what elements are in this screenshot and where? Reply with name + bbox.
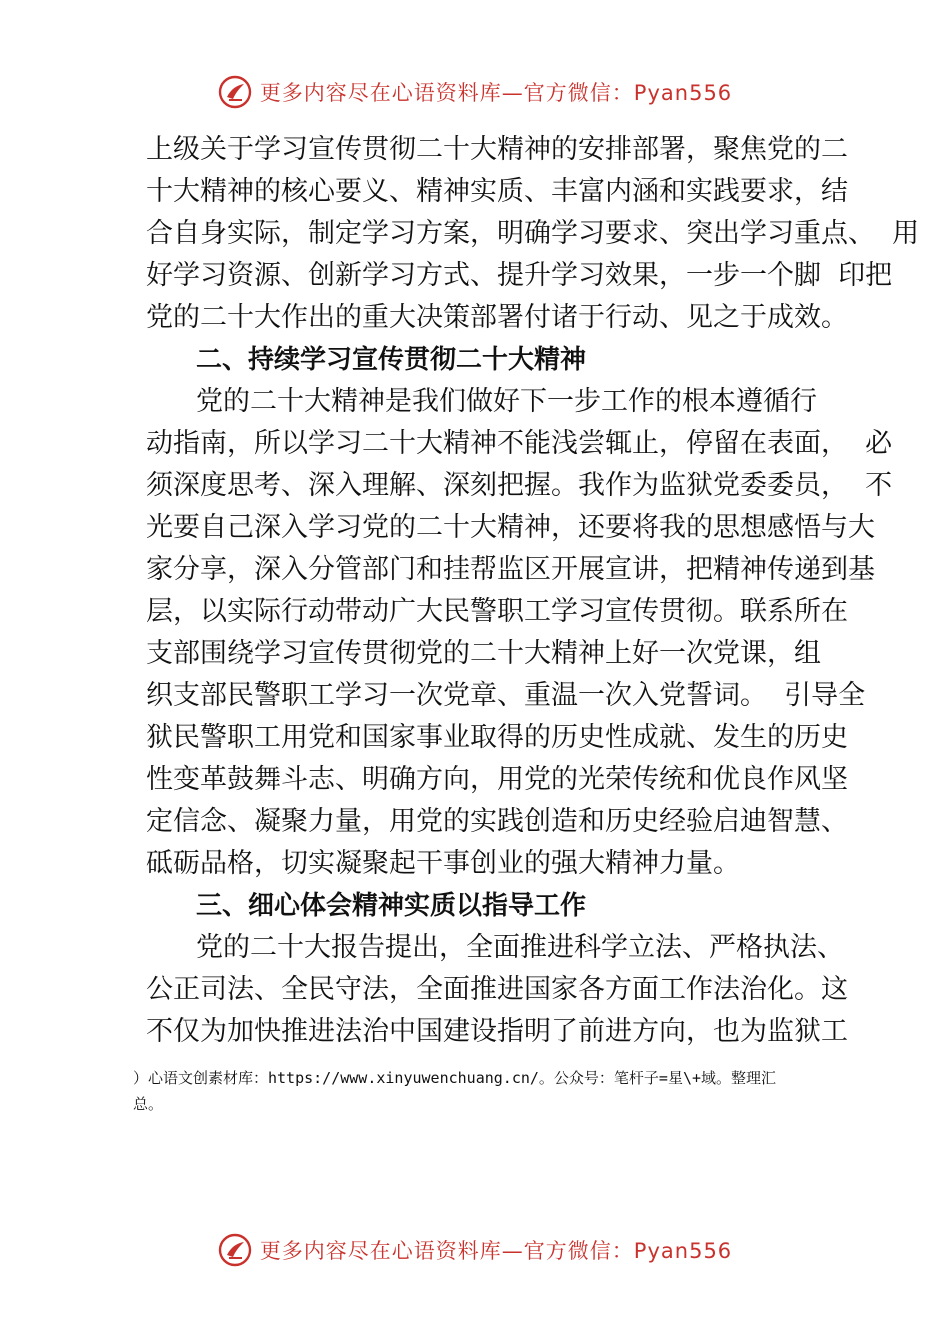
body-line: 层，以实际行动带动广大民警职工学习宣传贯彻。联系所在 bbox=[146, 596, 848, 627]
body-line: 家分享，深入分管部门和挂帮监区开展宣讲，把精神传递到基 bbox=[146, 554, 875, 585]
book-seal-logo-icon bbox=[218, 75, 252, 109]
body-line: 公正司法、全民守法，全面推进国家各方面工作法治化。这 bbox=[146, 974, 848, 1005]
body-line: 织支部民警职工学习一次党章、重温一次入党誓词。 引导全 bbox=[146, 680, 866, 711]
body-line: 党的二十大作出的重大决策部署付诸于行动、见之于成效。 bbox=[146, 302, 848, 333]
section-heading-2: 二、持续学习宣传贯彻二十大精神 bbox=[196, 345, 587, 375]
body-line: 砥砺品格，切实凝聚起干事创业的强大精神力量。 bbox=[146, 848, 740, 879]
footer-banner-text: 更多内容尽在心语资料库—官方微信：Pyan556 bbox=[259, 1239, 733, 1263]
body-line: 好学习资源、创新学习方式、提升学习效果，一步一个脚 印把 bbox=[146, 260, 893, 291]
header-banner[interactable] bbox=[0, 70, 950, 114]
body-line: 不仅为加快推进法治中国建设指明了前进方向，也为监狱工 bbox=[146, 1016, 848, 1047]
footer-banner[interactable] bbox=[0, 1228, 950, 1272]
body-line: 党的二十大精神是我们做好下一步工作的根本遵循行 bbox=[196, 386, 817, 417]
footnote-line-1: ）心语文创素材库：https://www.xinyuwenchuang.cn/。公众号：笔杆子=星\+域。整理汇 bbox=[133, 1069, 777, 1087]
body-line: 党的二十大报告提出，全面推进科学立法、严格执法、 bbox=[196, 932, 844, 963]
body-line: 上级关于学习宣传贯彻二十大精神的安排部署，聚焦党的二 bbox=[146, 134, 848, 165]
body-line: 合自身实际，制定学习方案，明确学习要求、突出学习重点、 用 bbox=[146, 218, 920, 249]
body-line: 性变革鼓舞斗志、明确方向，用党的光荣传统和优良作风坚 bbox=[146, 764, 848, 795]
header-banner-text: 更多内容尽在心语资料库—官方微信：Pyan556 bbox=[259, 81, 733, 105]
body-line: 狱民警职工用党和国家事业取得的历史性成就、发生的历史 bbox=[146, 722, 848, 753]
body-line: 定信念、凝聚力量，用党的实践创造和历史经验启迪智慧、 bbox=[146, 806, 848, 837]
body-line: 动指南，所以学习二十大精神不能浅尝辄止，停留在表面， 必 bbox=[146, 428, 893, 459]
footnote-line-2: 总。 bbox=[133, 1095, 164, 1113]
body-line: 支部围绕学习宣传贯彻党的二十大精神上好一次党课，组 bbox=[146, 638, 821, 669]
body-line: 光要自己深入学习党的二十大精神，还要将我的思想感悟与大 bbox=[146, 512, 875, 543]
book-seal-logo-icon bbox=[218, 1233, 252, 1267]
body-line: 十大精神的核心要义、精神实质、丰富内涵和实践要求，结 bbox=[146, 176, 848, 207]
section-heading-3: 三、细心体会精神实质以指导工作 bbox=[196, 891, 587, 921]
body-line: 须深度思考、深入理解、深刻把握。我作为监狱党委委员， 不 bbox=[146, 470, 893, 501]
